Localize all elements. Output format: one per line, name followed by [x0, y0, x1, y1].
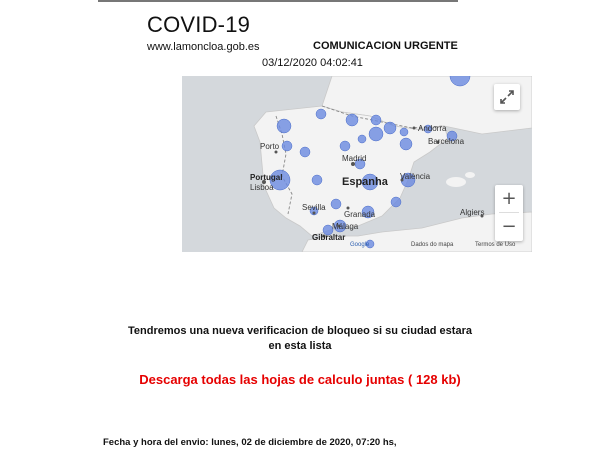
map-embed[interactable]	[182, 76, 532, 252]
google-logo: Google	[350, 242, 370, 248]
top-divider	[98, 0, 458, 2]
zoom-in-button[interactable]: +	[501, 188, 517, 209]
map-label-portugal: Portugal	[250, 173, 283, 182]
map-label-malaga: Málaga	[332, 222, 359, 231]
bubble	[331, 199, 341, 209]
bubble	[371, 115, 381, 125]
land-menorca	[465, 172, 475, 178]
zoom-control	[495, 185, 523, 241]
send-date: Fecha y hora del envio: lunes, 02 de diciembre de 2020, 07:20 hs,	[103, 437, 397, 448]
map-label-algiers: Algiers	[460, 208, 485, 217]
bubble	[312, 175, 322, 185]
city-dot	[413, 127, 416, 130]
map-label-valencia: València	[400, 172, 431, 181]
map-label-granada: Granada	[344, 210, 376, 219]
bubble	[282, 141, 292, 151]
timestamp: 03/12/2020 04:02:41	[262, 57, 363, 69]
land-mallorca	[446, 177, 466, 187]
page-title: COVID-19	[147, 12, 251, 37]
bubble	[346, 114, 358, 126]
download-link[interactable]: Descarga todas las hojas de calculo juntas ( 128 kb)	[139, 372, 461, 387]
map-data-link[interactable]: Dados do mapa	[411, 242, 454, 248]
bubble	[358, 135, 366, 143]
map-label-porto: Porto	[260, 142, 280, 151]
zoom-out-button[interactable]: −	[501, 216, 517, 237]
urgent-label: COMUNICACION URGENTE	[313, 40, 458, 52]
message-line-2: en esta lista	[268, 340, 332, 352]
map-label-lisboa: Lisboa	[250, 183, 274, 192]
map-label-andorra: Andorra	[418, 124, 447, 133]
map-label-gibraltar: Gibraltar	[312, 233, 346, 242]
bubble	[384, 122, 396, 134]
bubble	[277, 119, 291, 133]
terms-link[interactable]: Termos de Uso	[475, 242, 516, 248]
bubble	[300, 147, 310, 157]
bubble	[316, 109, 326, 119]
bubble	[340, 141, 350, 151]
fullscreen-icon	[494, 84, 520, 110]
bubble	[400, 128, 408, 136]
map-label-sevilla: Sevilla	[302, 203, 326, 212]
map-label-espanha: Espanha	[342, 176, 388, 188]
map-label-madrid: Madrid	[342, 154, 367, 163]
bubble	[400, 138, 412, 150]
fullscreen-button[interactable]	[494, 84, 520, 110]
map-label-barcelona: Barcelona	[428, 137, 465, 146]
bubble	[369, 127, 383, 141]
message-line-1: Tendremos una nueva verificacion de bloqueo si su ciudad estara	[128, 325, 472, 337]
bubble	[391, 197, 401, 207]
site-url: www.lamoncloa.gob.es	[147, 41, 260, 53]
